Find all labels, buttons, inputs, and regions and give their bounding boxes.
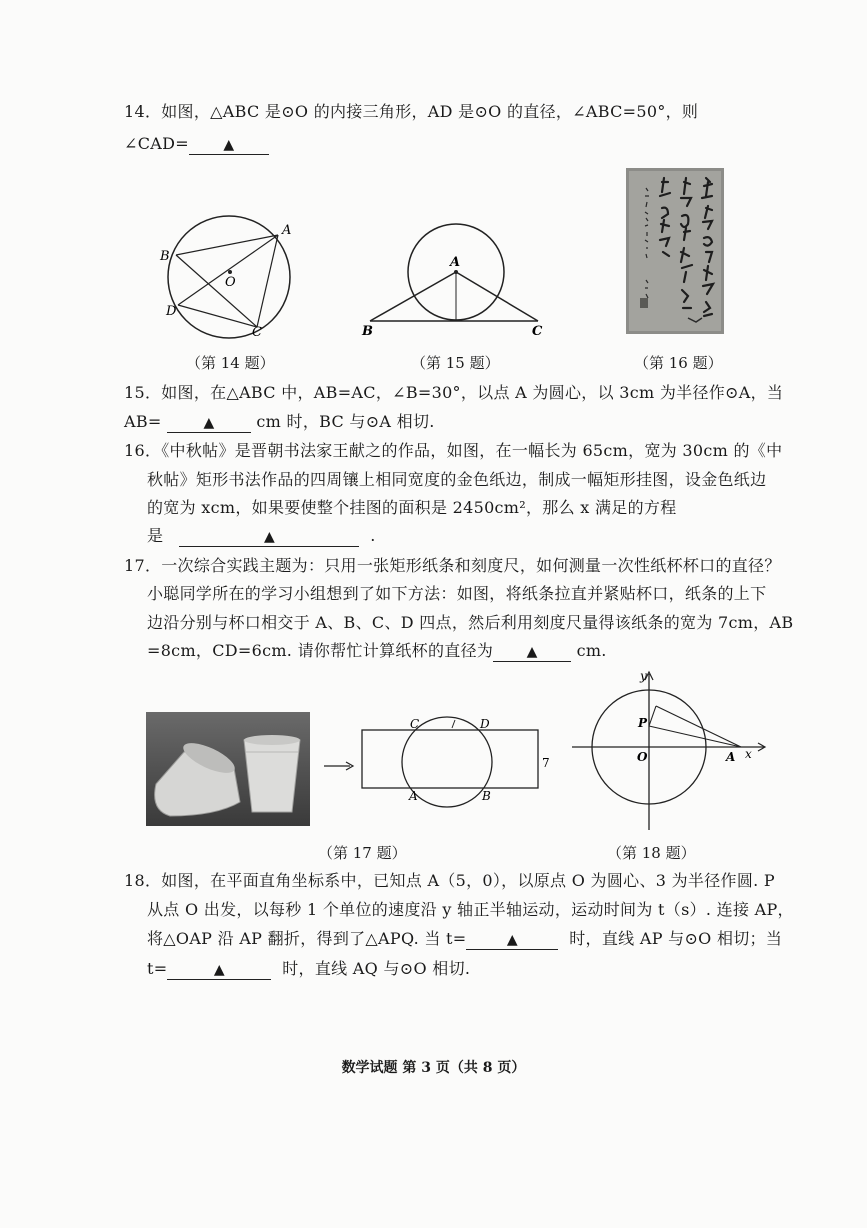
q16-line-1: 16．《中秋帖》是晋朝书法家王献之的作品，如图，在一幅长为 65cm，宽为 30cm 的《中 bbox=[124, 441, 783, 460]
center-a bbox=[454, 270, 458, 274]
figure-14 bbox=[148, 212, 308, 342]
figure-16-calligraphy-image bbox=[626, 168, 724, 334]
label-width: 7 bbox=[542, 756, 550, 770]
q17-line-2: 小聪同学所在的学习小组想到了如下方法：如图，将纸条拉直并紧贴杯口，纸条的上下 bbox=[147, 584, 767, 603]
label-a: A bbox=[726, 750, 736, 764]
q16-prefix: 是 bbox=[147, 526, 164, 545]
label-o: O bbox=[637, 750, 648, 764]
caption-16: （第 16 题） bbox=[634, 354, 723, 372]
q16-suffix: . bbox=[370, 526, 376, 545]
page-footer: 数学试题 第 3 页（共 8 页） bbox=[341, 1060, 526, 1076]
arrow-icon bbox=[322, 760, 356, 772]
caption-14: （第 14 题） bbox=[186, 354, 275, 372]
figure-18 bbox=[568, 668, 768, 838]
q18-prefix-1: 将△OAP 沿 AP 翻折，得到了△APQ. 当 t= bbox=[147, 929, 467, 948]
caption-18: （第 18 题） bbox=[607, 844, 696, 862]
figure-17-cups-photo bbox=[146, 712, 310, 826]
q18-prefix-2: t= bbox=[147, 959, 168, 978]
q15-line-2 bbox=[124, 411, 435, 433]
q14-prefix: ∠CAD= bbox=[124, 134, 189, 153]
figure-17-diagram bbox=[360, 712, 560, 832]
label-c: C bbox=[532, 324, 543, 339]
q17-answer-blank[interactable]: ▲ bbox=[493, 643, 571, 662]
q17-prefix: =8cm，CD=6cm. 请你帮忙计算纸杯的直径为 bbox=[147, 641, 494, 660]
segment-aq bbox=[656, 706, 741, 747]
segment-ac bbox=[257, 235, 278, 327]
q18-line-2: 从点 O 出发，以每秒 1 个单位的速度沿 y 轴正半轴运动，运动时间为 t（s）. 连接 AP， bbox=[147, 900, 794, 919]
label-a: A bbox=[450, 255, 461, 270]
label-y: y bbox=[640, 669, 647, 683]
q14-answer-blank[interactable]: ▲ bbox=[189, 136, 269, 155]
label-o: O bbox=[225, 275, 236, 290]
label-c: C bbox=[252, 325, 262, 340]
q18-answer-blank-2[interactable]: ▲ bbox=[167, 961, 271, 980]
caption-15: （第 15 题） bbox=[411, 354, 500, 372]
q17-suffix: cm. bbox=[576, 641, 607, 660]
q15-suffix: cm 时，BC 与⊙A 相切. bbox=[256, 412, 435, 431]
q18-line-3 bbox=[147, 928, 782, 950]
q15-answer-blank[interactable]: ▲ bbox=[167, 414, 251, 433]
q15-line-1: 15．如图，在△ABC 中，AB=AC，∠B=30°，以点 A 为圆心，以 3cm 为半径作⊙A，当 bbox=[124, 383, 784, 402]
q14-line-2 bbox=[124, 133, 269, 155]
q18-answer-blank-1[interactable]: ▲ bbox=[466, 931, 558, 950]
center-o bbox=[228, 270, 232, 274]
q16-line-4 bbox=[147, 525, 376, 547]
label-x: x bbox=[745, 747, 752, 761]
q18-suffix-2: 时，直线 AQ 与⊙O 相切. bbox=[282, 959, 471, 978]
label-a: A bbox=[409, 789, 418, 803]
q18-line-1: 18．如图，在平面直角坐标系中，已知点 A（5，0），以原点 O 为圆心、3 为半径作圆. P bbox=[124, 871, 775, 890]
q16-line-2: 秋帖》矩形书法作品的四周镶上相同宽度的金色纸边，制成一幅矩形挂图，设金色纸边 bbox=[147, 470, 767, 489]
caption-17: （第 17 题） bbox=[318, 844, 407, 862]
figure-15 bbox=[360, 222, 560, 340]
label-b: B bbox=[362, 324, 373, 339]
segment-ap bbox=[649, 726, 741, 747]
segment-ac bbox=[456, 272, 538, 321]
q14-line-1: 14．如图，△ABC 是⊙O 的内接三角形，AD 是⊙O 的直径，∠ABC=50°，则 bbox=[124, 102, 699, 121]
q18-suffix-1: 时，直线 AP 与⊙O 相切；当 bbox=[569, 929, 783, 948]
q15-prefix: AB= bbox=[124, 412, 162, 431]
segment-pq bbox=[649, 706, 656, 726]
q16-answer-blank[interactable]: ▲ bbox=[179, 528, 359, 547]
segment-ab bbox=[370, 272, 456, 321]
label-d: D bbox=[480, 717, 490, 731]
q16-line-3: 的宽为 xcm，如果要使整个挂图的面积是 2450cm²，那么 x 满足的方程 bbox=[147, 498, 677, 517]
label-b: B bbox=[482, 789, 491, 803]
label-d: D bbox=[166, 304, 177, 319]
label-a: A bbox=[282, 223, 292, 238]
label-c: C bbox=[410, 717, 420, 731]
q18-line-4 bbox=[147, 958, 470, 980]
q17-line-1: 17．一次综合实践主题为：只用一张矩形纸条和刻度尺，如何测量一次性纸杯杯口的直径？ bbox=[124, 556, 781, 575]
q17-line-3: 边沿分别与杯口相交于 A、B、C、D 四点，然后利用刻度尺量得该纸条的宽为 7cm，AB bbox=[147, 613, 794, 632]
label-b: B bbox=[160, 249, 170, 264]
paper-strip bbox=[362, 730, 538, 788]
label-p: P bbox=[638, 716, 648, 730]
q17-line-4 bbox=[147, 640, 607, 662]
